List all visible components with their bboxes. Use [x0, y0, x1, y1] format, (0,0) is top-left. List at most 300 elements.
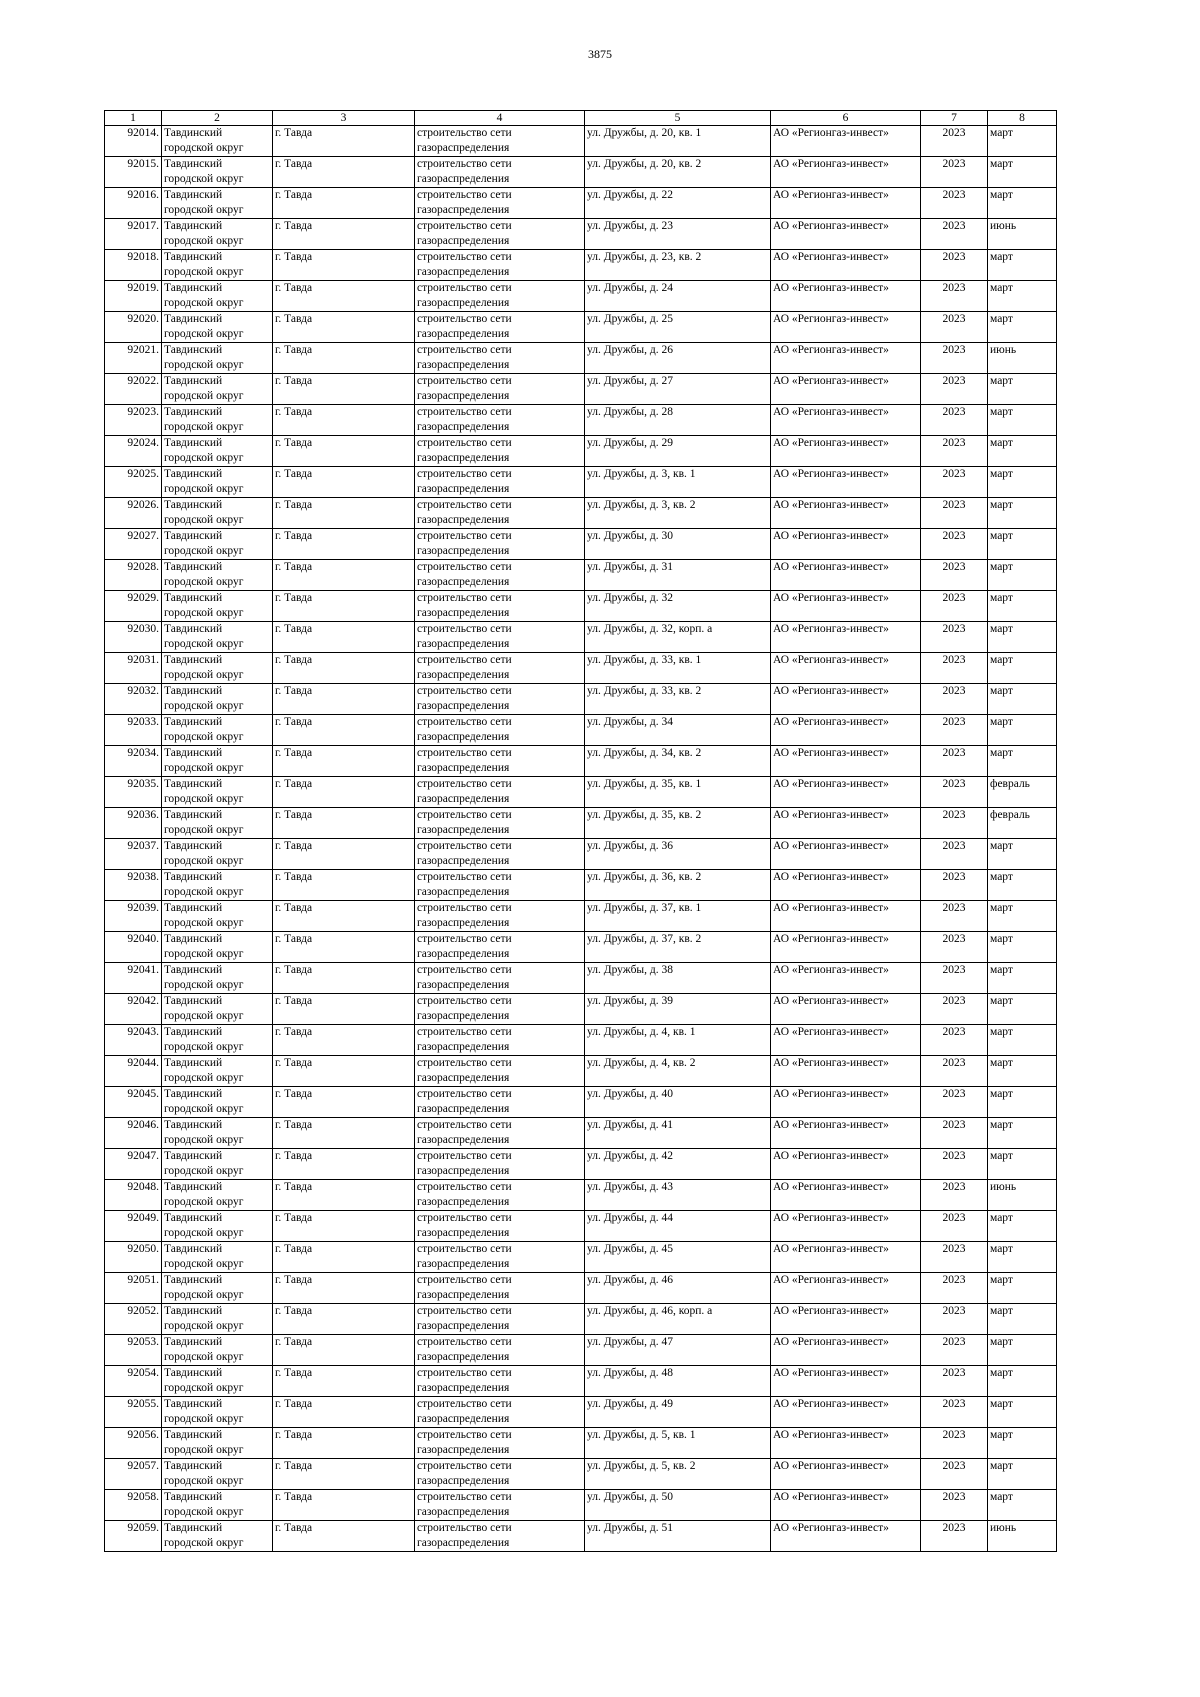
month-cell: март	[988, 870, 1057, 901]
row-number: 92022.	[105, 374, 162, 405]
district-cell	[162, 684, 273, 715]
work-type-line: газораспределения	[417, 731, 510, 743]
year-cell: 2023	[921, 281, 988, 312]
table-row	[105, 1056, 1057, 1087]
work-type-cell	[415, 622, 585, 653]
work-type-cell	[415, 1459, 585, 1490]
operator-cell: АО «Регионгаз-инвест»	[771, 839, 921, 870]
operator-cell: АО «Регионгаз-инвест»	[771, 560, 921, 591]
work-type-line: газораспределения	[417, 576, 510, 588]
row-number: 92051.	[105, 1273, 162, 1304]
work-type-line: газораспределения	[417, 948, 510, 960]
work-type-line: строительство сети	[417, 220, 512, 232]
month-cell: март	[988, 1366, 1057, 1397]
address-cell: ул. Дружбы, д. 33, кв. 1	[585, 653, 771, 684]
locality-cell: г. Тавда	[273, 219, 415, 250]
row-number: 92019.	[105, 281, 162, 312]
table-row	[105, 1211, 1057, 1242]
district-cell	[162, 901, 273, 932]
work-type-line: газораспределения	[417, 1537, 510, 1549]
year-cell: 2023	[921, 219, 988, 250]
district-cell	[162, 374, 273, 405]
district-line: Тавдинский	[164, 809, 223, 821]
month-cell: март	[988, 1087, 1057, 1118]
address-cell: ул. Дружбы, д. 23	[585, 219, 771, 250]
district-line: городской округ	[164, 1537, 244, 1549]
table-row	[105, 777, 1057, 808]
table-body	[105, 126, 1057, 1552]
work-type-line: газораспределения	[417, 1351, 510, 1363]
district-line: Тавдинский	[164, 344, 223, 356]
operator-cell: АО «Регионгаз-инвест»	[771, 126, 921, 157]
work-type-line: строительство сети	[417, 561, 512, 573]
column-header: 6	[771, 111, 921, 126]
district-cell	[162, 1490, 273, 1521]
year-cell: 2023	[921, 1087, 988, 1118]
district-cell	[162, 1087, 273, 1118]
year-cell: 2023	[921, 1025, 988, 1056]
district-cell	[162, 622, 273, 653]
operator-cell: АО «Регионгаз-инвест»	[771, 498, 921, 529]
district-line: Тавдинский	[164, 902, 223, 914]
address-cell: ул. Дружбы, д. 40	[585, 1087, 771, 1118]
row-number: 92056.	[105, 1428, 162, 1459]
year-cell: 2023	[921, 1149, 988, 1180]
operator-cell: АО «Регионгаз-инвест»	[771, 1490, 921, 1521]
operator-cell: АО «Регионгаз-инвест»	[771, 1521, 921, 1552]
work-type-line: строительство сети	[417, 1367, 512, 1379]
work-type-cell	[415, 1521, 585, 1552]
work-type-cell	[415, 684, 585, 715]
district-cell	[162, 994, 273, 1025]
work-type-line: строительство сети	[417, 282, 512, 294]
locality-cell: г. Тавда	[273, 498, 415, 529]
operator-cell: АО «Регионгаз-инвест»	[771, 715, 921, 746]
work-type-line: газораспределения	[417, 452, 510, 464]
district-line: городской округ	[164, 235, 244, 247]
district-line: городской округ	[164, 204, 244, 216]
district-cell	[162, 1242, 273, 1273]
row-number: 92057.	[105, 1459, 162, 1490]
work-type-line: газораспределения	[417, 266, 510, 278]
operator-cell: АО «Регионгаз-инвест»	[771, 312, 921, 343]
district-line: городской округ	[164, 607, 244, 619]
district-cell	[162, 343, 273, 374]
address-cell: ул. Дружбы, д. 28	[585, 405, 771, 436]
work-type-line: газораспределения	[417, 1475, 510, 1487]
locality-cell: г. Тавда	[273, 436, 415, 467]
work-type-line: строительство сети	[417, 1429, 512, 1441]
work-type-cell	[415, 126, 585, 157]
work-type-line: строительство сети	[417, 747, 512, 759]
month-cell: март	[988, 684, 1057, 715]
locality-cell: г. Тавда	[273, 1180, 415, 1211]
operator-cell: АО «Регионгаз-инвест»	[771, 932, 921, 963]
district-line: Тавдинский	[164, 1336, 223, 1348]
district-line: городской округ	[164, 173, 244, 185]
address-cell: ул. Дружбы, д. 4, кв. 1	[585, 1025, 771, 1056]
work-type-line: газораспределения	[417, 1227, 510, 1239]
operator-cell: АО «Регионгаз-инвест»	[771, 405, 921, 436]
address-cell: ул. Дружбы, д. 35, кв. 2	[585, 808, 771, 839]
address-cell: ул. Дружбы, д. 50	[585, 1490, 771, 1521]
locality-cell: г. Тавда	[273, 870, 415, 901]
table-header	[105, 111, 1057, 126]
locality-cell: г. Тавда	[273, 1521, 415, 1552]
work-type-cell	[415, 436, 585, 467]
locality-cell: г. Тавда	[273, 374, 415, 405]
month-cell: март	[988, 467, 1057, 498]
district-cell	[162, 932, 273, 963]
month-cell: март	[988, 1242, 1057, 1273]
district-line: городской округ	[164, 793, 244, 805]
row-number: 92033.	[105, 715, 162, 746]
month-cell: март	[988, 1118, 1057, 1149]
locality-cell: г. Тавда	[273, 126, 415, 157]
district-cell	[162, 498, 273, 529]
district-line: Тавдинский	[164, 1057, 223, 1069]
district-cell	[162, 560, 273, 591]
work-type-cell	[415, 932, 585, 963]
locality-cell: г. Тавда	[273, 1335, 415, 1366]
address-cell: ул. Дружбы, д. 34, кв. 2	[585, 746, 771, 777]
locality-cell: г. Тавда	[273, 684, 415, 715]
year-cell: 2023	[921, 560, 988, 591]
address-cell: ул. Дружбы, д. 27	[585, 374, 771, 405]
address-cell: ул. Дружбы, д. 44	[585, 1211, 771, 1242]
locality-cell: г. Тавда	[273, 901, 415, 932]
operator-cell: АО «Регионгаз-инвест»	[771, 1025, 921, 1056]
work-type-line: строительство сети	[417, 933, 512, 945]
row-number: 92036.	[105, 808, 162, 839]
operator-cell: АО «Регионгаз-инвест»	[771, 808, 921, 839]
year-cell: 2023	[921, 1428, 988, 1459]
operator-cell: АО «Регионгаз-инвест»	[771, 1211, 921, 1242]
district-line: городской округ	[164, 142, 244, 154]
work-type-line: газораспределения	[417, 1041, 510, 1053]
district-line: Тавдинский	[164, 1460, 223, 1472]
work-type-line: газораспределения	[417, 700, 510, 712]
work-type-cell	[415, 839, 585, 870]
address-cell: ул. Дружбы, д. 42	[585, 1149, 771, 1180]
work-type-line: газораспределения	[417, 886, 510, 898]
work-type-cell	[415, 808, 585, 839]
address-cell: ул. Дружбы, д. 38	[585, 963, 771, 994]
row-number: 92028.	[105, 560, 162, 591]
work-type-line: строительство сети	[417, 1274, 512, 1286]
work-type-cell	[415, 1025, 585, 1056]
locality-cell: г. Тавда	[273, 1397, 415, 1428]
work-type-line: газораспределения	[417, 1103, 510, 1115]
locality-cell: г. Тавда	[273, 1211, 415, 1242]
work-type-line: строительство сети	[417, 1057, 512, 1069]
work-type-line: газораспределения	[417, 545, 510, 557]
work-type-line: строительство сети	[417, 530, 512, 542]
work-type-line: строительство сети	[417, 313, 512, 325]
month-cell: март	[988, 622, 1057, 653]
district-cell	[162, 963, 273, 994]
operator-cell: АО «Регионгаз-инвест»	[771, 622, 921, 653]
work-type-line: строительство сети	[417, 251, 512, 263]
address-cell: ул. Дружбы, д. 37, кв. 2	[585, 932, 771, 963]
address-cell: ул. Дружбы, д. 47	[585, 1335, 771, 1366]
district-line: городской округ	[164, 1444, 244, 1456]
operator-cell: АО «Регионгаз-инвест»	[771, 188, 921, 219]
work-type-cell	[415, 994, 585, 1025]
work-type-cell	[415, 529, 585, 560]
row-number: 92045.	[105, 1087, 162, 1118]
district-line: городской округ	[164, 731, 244, 743]
district-cell	[162, 188, 273, 219]
locality-cell: г. Тавда	[273, 312, 415, 343]
table-row	[105, 994, 1057, 1025]
operator-cell: АО «Регионгаз-инвест»	[771, 1366, 921, 1397]
locality-cell: г. Тавда	[273, 1118, 415, 1149]
work-type-line: строительство сети	[417, 840, 512, 852]
operator-cell: АО «Регионгаз-инвест»	[771, 870, 921, 901]
work-type-line: строительство сети	[417, 871, 512, 883]
year-cell: 2023	[921, 591, 988, 622]
year-cell: 2023	[921, 374, 988, 405]
district-line: городской округ	[164, 1072, 244, 1084]
operator-cell: АО «Регионгаз-инвест»	[771, 963, 921, 994]
district-line: городской округ	[164, 545, 244, 557]
address-cell: ул. Дружбы, д. 23, кв. 2	[585, 250, 771, 281]
district-line: Тавдинский	[164, 716, 223, 728]
district-line: городской округ	[164, 855, 244, 867]
row-number: 92034.	[105, 746, 162, 777]
table-row	[105, 188, 1057, 219]
year-cell: 2023	[921, 684, 988, 715]
locality-cell: г. Тавда	[273, 1149, 415, 1180]
work-type-line: газораспределения	[417, 328, 510, 340]
row-number: 92043.	[105, 1025, 162, 1056]
address-cell: ул. Дружбы, д. 3, кв. 2	[585, 498, 771, 529]
row-number: 92016.	[105, 188, 162, 219]
locality-cell: г. Тавда	[273, 1304, 415, 1335]
table-row	[105, 281, 1057, 312]
work-type-line: строительство сети	[417, 1212, 512, 1224]
work-type-cell	[415, 1304, 585, 1335]
district-cell	[162, 405, 273, 436]
district-line: Тавдинский	[164, 127, 223, 139]
year-cell: 2023	[921, 498, 988, 529]
district-line: Тавдинский	[164, 1522, 223, 1534]
district-line: Тавдинский	[164, 499, 223, 511]
table-row	[105, 1304, 1057, 1335]
year-cell: 2023	[921, 1242, 988, 1273]
table-row	[105, 1180, 1057, 1211]
table-row	[105, 1118, 1057, 1149]
address-cell: ул. Дружбы, д. 39	[585, 994, 771, 1025]
work-type-line: строительство сети	[417, 809, 512, 821]
district-cell	[162, 1180, 273, 1211]
year-cell: 2023	[921, 1118, 988, 1149]
work-type-line: газораспределения	[417, 824, 510, 836]
operator-cell: АО «Регионгаз-инвест»	[771, 994, 921, 1025]
work-type-cell	[415, 1087, 585, 1118]
district-line: Тавдинский	[164, 1088, 223, 1100]
column-header: 3	[273, 111, 415, 126]
operator-cell: АО «Регионгаз-инвест»	[771, 1087, 921, 1118]
year-cell: 2023	[921, 963, 988, 994]
month-cell: март	[988, 126, 1057, 157]
district-line: Тавдинский	[164, 1150, 223, 1162]
district-cell	[162, 653, 273, 684]
row-number: 92025.	[105, 467, 162, 498]
month-cell: март	[988, 746, 1057, 777]
locality-cell: г. Тавда	[273, 1087, 415, 1118]
address-cell: ул. Дружбы, д. 46	[585, 1273, 771, 1304]
table-row	[105, 1459, 1057, 1490]
operator-cell: АО «Регионгаз-инвест»	[771, 653, 921, 684]
locality-cell: г. Тавда	[273, 715, 415, 746]
row-number: 92018.	[105, 250, 162, 281]
year-cell: 2023	[921, 1180, 988, 1211]
district-line: городской округ	[164, 328, 244, 340]
work-type-cell	[415, 870, 585, 901]
district-line: Тавдинский	[164, 685, 223, 697]
operator-cell: АО «Регионгаз-инвест»	[771, 467, 921, 498]
work-type-line: газораспределения	[417, 607, 510, 619]
address-cell: ул. Дружбы, д. 20, кв. 2	[585, 157, 771, 188]
district-cell	[162, 219, 273, 250]
month-cell: март	[988, 1428, 1057, 1459]
operator-cell: АО «Регионгаз-инвест»	[771, 901, 921, 932]
table-row	[105, 1149, 1057, 1180]
operator-cell: АО «Регионгаз-инвест»	[771, 1242, 921, 1273]
work-type-line: газораспределения	[417, 979, 510, 991]
work-type-cell	[415, 1149, 585, 1180]
operator-cell: АО «Регионгаз-инвест»	[771, 1056, 921, 1087]
operator-cell: АО «Регионгаз-инвест»	[771, 1118, 921, 1149]
month-cell: март	[988, 1211, 1057, 1242]
address-cell: ул. Дружбы, д. 32, корп. а	[585, 622, 771, 653]
locality-cell: г. Тавда	[273, 188, 415, 219]
district-cell	[162, 1459, 273, 1490]
locality-cell: г. Тавда	[273, 839, 415, 870]
work-type-line: газораспределения	[417, 1382, 510, 1394]
table-row	[105, 901, 1057, 932]
district-line: городской округ	[164, 266, 244, 278]
work-type-line: строительство сети	[417, 1491, 512, 1503]
district-line: Тавдинский	[164, 189, 223, 201]
district-line: городской округ	[164, 824, 244, 836]
operator-cell: АО «Регионгаз-инвест»	[771, 746, 921, 777]
address-cell: ул. Дружбы, д. 36, кв. 2	[585, 870, 771, 901]
work-type-line: газораспределения	[417, 1413, 510, 1425]
month-cell: март	[988, 188, 1057, 219]
table-row	[105, 374, 1057, 405]
operator-cell: АО «Регионгаз-инвест»	[771, 1335, 921, 1366]
district-line: городской округ	[164, 700, 244, 712]
address-cell: ул. Дружбы, д. 29	[585, 436, 771, 467]
address-cell: ул. Дружбы, д. 32	[585, 591, 771, 622]
district-line: городской округ	[164, 1351, 244, 1363]
year-cell: 2023	[921, 188, 988, 219]
locality-cell: г. Тавда	[273, 1056, 415, 1087]
operator-cell: АО «Регионгаз-инвест»	[771, 436, 921, 467]
work-type-cell	[415, 901, 585, 932]
district-cell	[162, 250, 273, 281]
month-cell: март	[988, 560, 1057, 591]
row-number: 92029.	[105, 591, 162, 622]
locality-cell: г. Тавда	[273, 963, 415, 994]
district-line: Тавдинский	[164, 1429, 223, 1441]
year-cell: 2023	[921, 157, 988, 188]
locality-cell: г. Тавда	[273, 746, 415, 777]
district-cell	[162, 1149, 273, 1180]
work-type-line: газораспределения	[417, 1010, 510, 1022]
address-cell: ул. Дружбы, д. 5, кв. 2	[585, 1459, 771, 1490]
work-type-line: строительство сети	[417, 1088, 512, 1100]
row-number: 92055.	[105, 1397, 162, 1428]
district-cell	[162, 715, 273, 746]
row-number: 92023.	[105, 405, 162, 436]
column-header: 4	[415, 111, 585, 126]
row-number: 92015.	[105, 157, 162, 188]
district-cell	[162, 126, 273, 157]
district-line: Тавдинский	[164, 1274, 223, 1286]
work-type-cell	[415, 1242, 585, 1273]
district-line: Тавдинский	[164, 747, 223, 759]
year-cell: 2023	[921, 994, 988, 1025]
month-cell: март	[988, 994, 1057, 1025]
work-type-line: строительство сети	[417, 375, 512, 387]
year-cell: 2023	[921, 715, 988, 746]
work-type-line: газораспределения	[417, 669, 510, 681]
year-cell: 2023	[921, 1056, 988, 1087]
work-type-line: строительство сети	[417, 778, 512, 790]
address-cell: ул. Дружбы, д. 51	[585, 1521, 771, 1552]
table-row	[105, 219, 1057, 250]
district-line: Тавдинский	[164, 313, 223, 325]
work-type-cell	[415, 1397, 585, 1428]
locality-cell: г. Тавда	[273, 529, 415, 560]
month-cell: март	[988, 901, 1057, 932]
month-cell: март	[988, 1273, 1057, 1304]
work-type-cell	[415, 157, 585, 188]
locality-cell: г. Тавда	[273, 250, 415, 281]
row-number: 92047.	[105, 1149, 162, 1180]
month-cell: март	[988, 839, 1057, 870]
district-line: Тавдинский	[164, 1119, 223, 1131]
locality-cell: г. Тавда	[273, 1490, 415, 1521]
table-row	[105, 560, 1057, 591]
work-type-line: строительство сети	[417, 1460, 512, 1472]
address-cell: ул. Дружбы, д. 4, кв. 2	[585, 1056, 771, 1087]
district-cell	[162, 1118, 273, 1149]
address-cell: ул. Дружбы, д. 41	[585, 1118, 771, 1149]
month-cell: март	[988, 498, 1057, 529]
district-line: Тавдинский	[164, 964, 223, 976]
table-row	[105, 653, 1057, 684]
month-cell: март	[988, 374, 1057, 405]
district-line: городской округ	[164, 514, 244, 526]
year-cell: 2023	[921, 250, 988, 281]
table-row	[105, 963, 1057, 994]
district-line: городской округ	[164, 948, 244, 960]
operator-cell: АО «Регионгаз-инвест»	[771, 219, 921, 250]
district-cell	[162, 312, 273, 343]
district-line: городской округ	[164, 297, 244, 309]
work-type-cell	[415, 312, 585, 343]
work-type-line: строительство сети	[417, 623, 512, 635]
operator-cell: АО «Регионгаз-инвест»	[771, 1459, 921, 1490]
district-cell	[162, 281, 273, 312]
table-row	[105, 622, 1057, 653]
year-cell: 2023	[921, 405, 988, 436]
